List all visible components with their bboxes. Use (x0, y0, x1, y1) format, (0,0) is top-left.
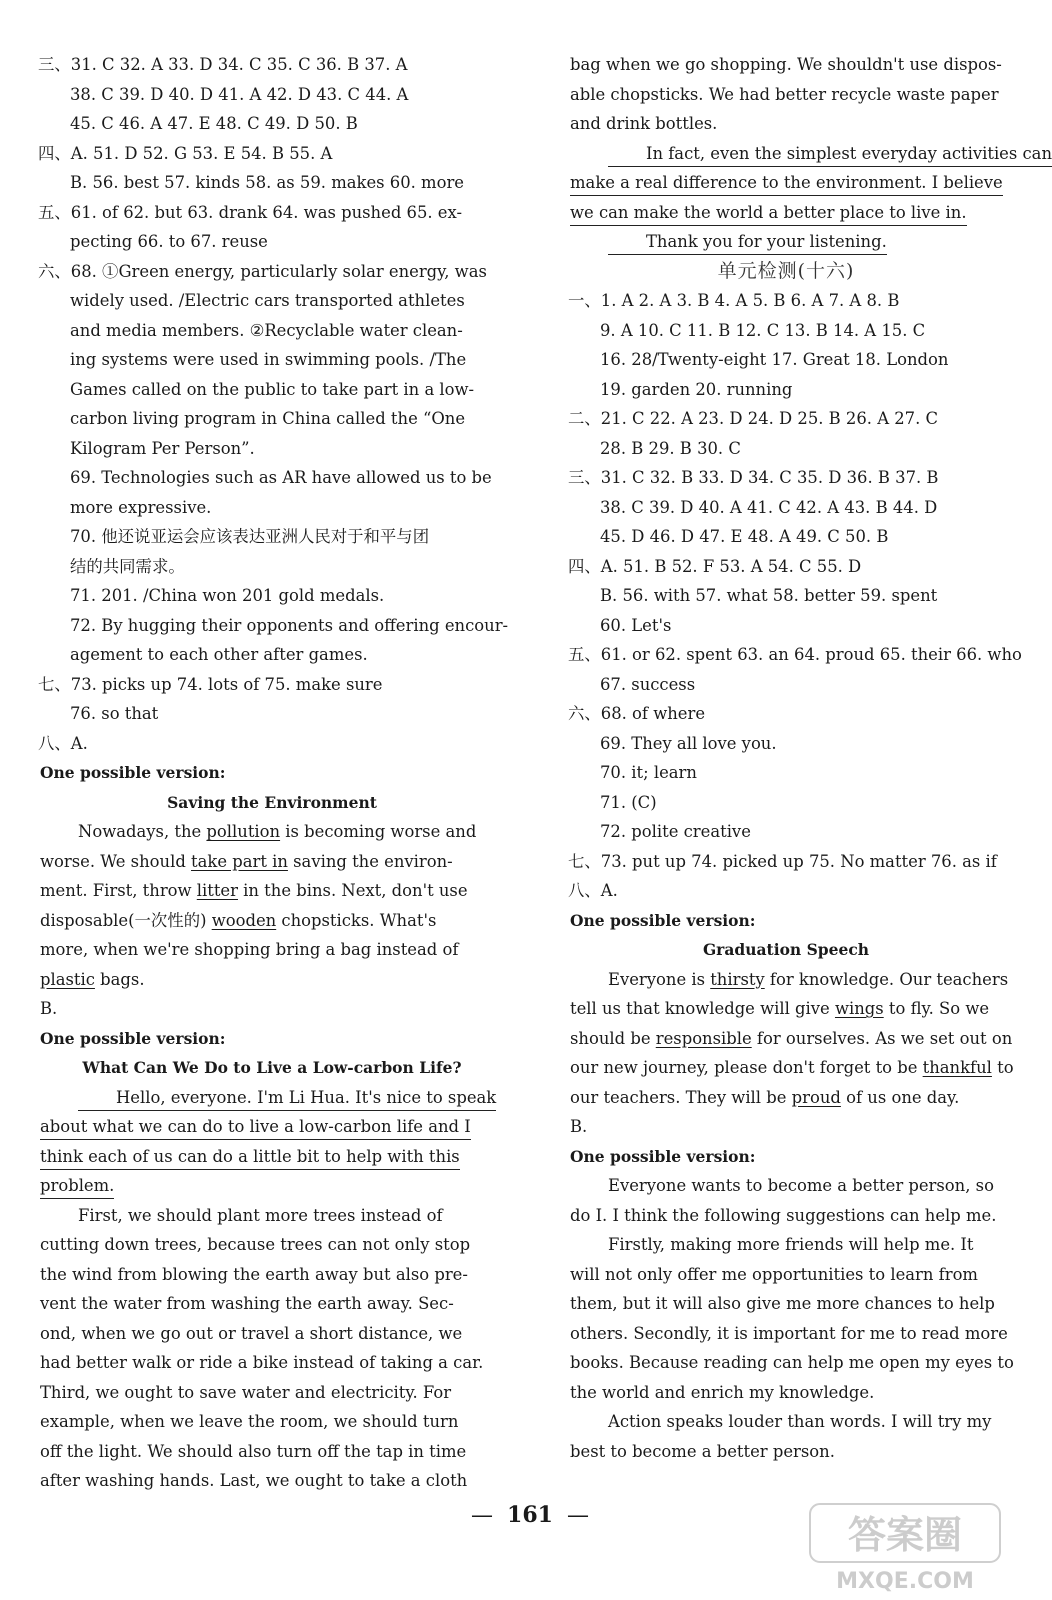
text-line: Nowadays, the pollution is becoming worse and (78, 822, 477, 841)
text-line: the world and enrich my knowledge. (570, 1382, 875, 1402)
text-line: 结的共同需求。 (70, 556, 185, 576)
text-line: more, when we're shopping bring a bag instead of (40, 940, 459, 959)
text-line: B. 56. best 57. kinds 58. as 59. makes 60. more (70, 173, 464, 192)
text-line: 二、21. C 22. A 23. D 24. D 25. B 26. A 27. C (568, 409, 939, 428)
section-title: 单元检测(十六) (717, 259, 855, 282)
text-line (568, 139, 1052, 169)
underlined-word: plastic (40, 969, 95, 989)
text-line: 六、68. of where (568, 704, 706, 723)
text-line: 70. 他还说亚运会应该表达亚洲人民对于和平与团 (70, 527, 430, 546)
left-column (38, 50, 509, 1496)
text-line: 9. A 10. C 11. B 12. C 13. B 14. A 15. C (600, 320, 926, 340)
version-label: One possible version: (570, 1146, 756, 1166)
watermark-title: 答案圈 (847, 1513, 963, 1557)
text-line: widely used. /Electric cars transported athletes (70, 291, 465, 310)
text-line (38, 1142, 506, 1172)
text-line: Games called on the public to take part in a low- (70, 379, 475, 399)
text-line: 67. success (600, 674, 696, 694)
text-line: after washing hands. Last, we ought to take a cloth (40, 1471, 468, 1490)
underlined-text: we can make the world a better place to live in. (570, 201, 967, 226)
text-line: 45. D 46. D 47. E 48. A 49. C 50. B (600, 527, 889, 546)
text-line (568, 198, 1004, 228)
version-label: One possible version: (40, 1028, 226, 1048)
text-line: B. (40, 999, 58, 1018)
underlined-text: about what we can do to live a low-carbon life and I (40, 1115, 471, 1140)
text-line: carbon living program in China called the “One (70, 409, 466, 428)
text-line: 71. (C) (600, 792, 657, 812)
text-line: Everyone is thirsty for knowledge. Our teachers (608, 969, 1009, 989)
text-line: cutting down trees, because trees can not only stop (40, 1235, 471, 1254)
text-line: 三、31. C 32. A 33. D 34. C 35. C 36. B 37. A (38, 55, 408, 74)
text-line: B. 56. with 57. what 58. better 59. spent (600, 586, 938, 605)
text-line: 五、61. of 62. but 63. drank 64. was pushed 65. ex- (38, 202, 462, 222)
text-line: 一、1. A 2. A 3. B 4. A 5. B 6. A 7. A 8. B (568, 291, 900, 310)
underlined-text: Thank you for your listening. (608, 230, 887, 255)
text-line: will not only offer me opportunities to learn from (570, 1264, 978, 1284)
text-line (38, 1171, 506, 1201)
text-line: First, we should plant more trees instead of (78, 1205, 443, 1225)
text-line: agement to each other after games. (70, 645, 368, 664)
underlined-word: proud (791, 1087, 841, 1107)
text-line: 72. polite creative (600, 822, 751, 841)
page-number: — 161 — (471, 1502, 589, 1528)
underlined-word: wooden (211, 910, 277, 930)
text-line: 72. By hugging their opponents and offering encour- (70, 615, 509, 635)
text-line: Firstly, making more friends will help me. It (608, 1235, 974, 1254)
text-line: 69. They all love you. (600, 733, 777, 753)
text-line: the wind from blowing the earth away but also pre- (40, 1264, 468, 1284)
text-line: pecting 66. to 67. reuse (70, 232, 268, 251)
text-line: plastic bags. (40, 969, 145, 989)
text-line: 16. 28/Twenty-eight 17. Great 18. London (600, 350, 949, 369)
text-line: Kilogram Per Person”. (70, 438, 255, 458)
text-line: example, when we leave the room, we should turn (40, 1412, 459, 1431)
underlined-text: think each of us can do a little bit to help with this (40, 1145, 460, 1170)
text-line: had better walk or ride a bike instead of taking a car. (40, 1353, 484, 1372)
text-line: worse. We should take part in saving the environ- (40, 851, 453, 871)
underlined-word: litter (196, 881, 238, 900)
text-line: vent the water from washing the earth away. Sec- (40, 1294, 454, 1313)
text-line: 七、73. picks up 74. lots of 75. make sure (38, 674, 383, 694)
underlined-word: wings (834, 999, 884, 1018)
essay-title: What Can We Do to Live a Low-carbon Life? (82, 1058, 462, 1077)
text-line: our new journey, please don't forget to be thankful to (570, 1058, 1014, 1077)
text-line: and media members. ②Recyclable water clean- (70, 320, 463, 340)
underlined-word: take part in (191, 851, 288, 871)
text-line: 四、A. 51. D 52. G 53. E 54. B 55. A (38, 143, 333, 163)
text-line: disposable(一次性的) wooden chopsticks. What's (40, 910, 437, 930)
text-line: 69. Technologies such as AR have allowed us to be (70, 468, 492, 487)
text-line: 60. Let's (600, 615, 672, 635)
text-line: 38. C 39. D 40. A 41. C 42. A 43. B 44. D (600, 497, 938, 517)
text-line: B. (570, 1117, 588, 1136)
text-line: Action speaks louder than words. I will try my (608, 1412, 992, 1431)
underlined-text: Hello, everyone. I'm Li Hua. It's nice to speak (78, 1086, 496, 1111)
text-line: books. Because reading can help me open my eyes to (570, 1353, 1014, 1372)
underlined-word: pollution (206, 822, 281, 841)
text-line: able chopsticks. We had better recycle waste paper (570, 84, 999, 104)
watermark-url: MXQE.COM (836, 1569, 974, 1594)
text-line: 六、68. ①Green energy, particularly solar energy, was (38, 261, 487, 281)
underlined-word: responsible (655, 1028, 752, 1048)
text-line: do I. I think the following suggestions can help me. (570, 1205, 997, 1225)
text-line: and drink bottles. (570, 114, 718, 133)
essay-title: Graduation Speech (702, 940, 870, 959)
text-line: more expressive. (70, 497, 212, 517)
underlined-text: make a real difference to the environment. I believe (570, 171, 1003, 196)
right-column (568, 50, 1052, 1466)
text-line (568, 227, 1004, 257)
text-line: 38. C 39. D 40. D 41. A 42. D 43. C 44. A (70, 84, 409, 104)
text-line: bag when we go shopping. We shouldn't use dispos- (570, 55, 1002, 74)
underlined-text: problem. (40, 1174, 114, 1199)
text-line: 28. B 29. B 30. C (600, 438, 741, 458)
text-line: 70. it; learn (600, 763, 697, 782)
essay-title: Saving the Environment (167, 792, 377, 812)
text-line: ond, when we go out or travel a short distance, we (40, 1323, 463, 1343)
text-line: best to become a better person. (570, 1441, 835, 1461)
underlined-text: In fact, even the simplest everyday activities can (608, 142, 1052, 167)
watermark-logo (790, 1500, 1020, 1595)
text-line: tell us that knowledge will give wings to fly. So we (570, 999, 990, 1018)
version-label: One possible version: (40, 763, 226, 782)
text-line: our teachers. They will be proud of us one day. (570, 1087, 960, 1107)
version-label: One possible version: (570, 910, 756, 930)
text-line: Third, we ought to save water and electricity. For (40, 1382, 452, 1402)
text-line: Everyone wants to become a better person, so (608, 1176, 994, 1195)
text-line: 19. garden 20. running (600, 379, 793, 399)
underlined-word: thankful (922, 1058, 992, 1077)
text-line: off the light. We should also turn off the tap in time (40, 1441, 467, 1461)
text-line: them, but it will also give me more chances to help (570, 1294, 995, 1313)
text-line: 四、A. 51. B 52. F 53. A 54. C 55. D (568, 556, 862, 576)
text-line: 五、61. or 62. spent 63. an 64. proud 65. their 66. who (568, 645, 1022, 664)
text-line (38, 1083, 506, 1113)
text-line: 七、73. put up 74. picked up 75. No matter 76. as if (568, 851, 997, 871)
text-line (38, 1112, 506, 1142)
text-line (568, 168, 1004, 198)
text-line: should be responsible for ourselves. As we set out on (570, 1028, 1013, 1048)
page-number-text: 161 (507, 1502, 553, 1528)
text-line: 三、31. C 32. B 33. D 34. C 35. D 36. B 37. B (568, 468, 939, 487)
text-line: 八、A. (38, 733, 88, 753)
text-line: ing systems were used in swimming pools. /The (70, 350, 467, 369)
text-line: 八、A. (568, 881, 618, 900)
underlined-word: thirsty (710, 969, 765, 989)
text-line: others. Secondly, it is important for me to read more (570, 1323, 1008, 1343)
text-line: 76. so that (70, 704, 159, 723)
text-line: 71. 201. /China won 201 gold medals. (70, 586, 385, 605)
text-line: ment. First, throw litter in the bins. Next, don't use (40, 881, 468, 900)
text-line: 45. C 46. A 47. E 48. C 49. D 50. B (70, 114, 358, 133)
